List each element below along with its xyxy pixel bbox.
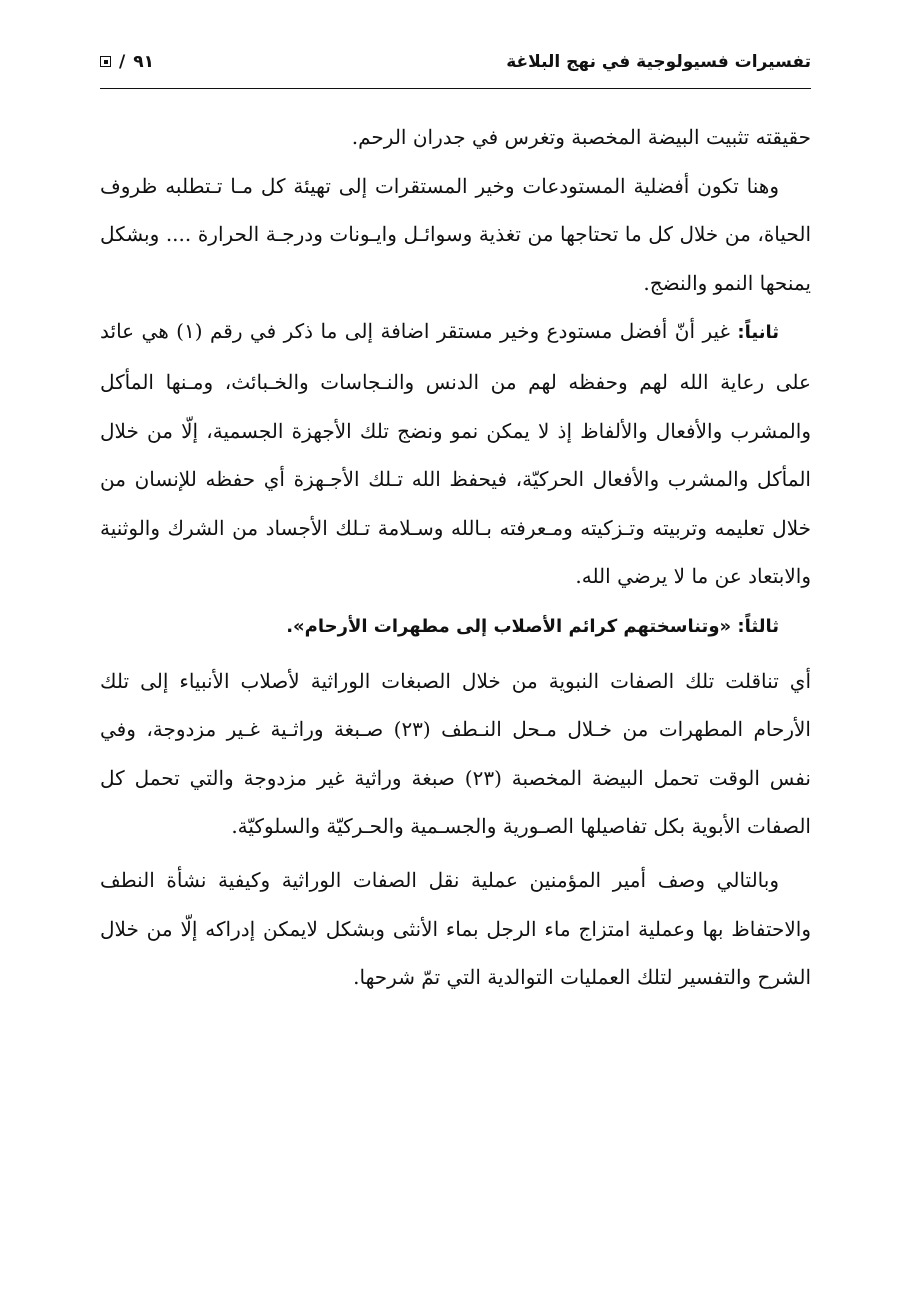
paragraph-6: وبالتالي وصف أمير المؤمنين عملية نقل الصفات الوراثية وكيفية نشأة النطف والاحتفاظ بها وعملية امتزاج ماء الرجل بماء الأنثى وبشكل لايمكن إدراكه إلّا من خلال الشرح والتفسير لتلك العمليات التوالدية التي تمّ شرحها. bbox=[100, 867, 811, 990]
running-header bbox=[100, 48, 811, 82]
paragraph-4 bbox=[100, 601, 811, 652]
page-separator: / bbox=[119, 52, 126, 72]
header-divider bbox=[100, 88, 811, 89]
paragraph-3 bbox=[100, 307, 811, 601]
point-two-text: غير أنّ أفضل مستودع وخير مستقر اضافة إلى ما ذكر في رقم (١) هي عائد على رعاية الله لهم وحفظه لهم من الدنس والنـجاسات والخـبائث، ومـنها المأكل والمشرب والأفعال والألفاظ إذ لا يمكن نمو ونضج تلك الأجهزة الجسمية، إلّا من خلال المأكل والمشرب والأفعال الحركيّة، فيحفظ الله تـلك الأجـهزة أي حفظه للإنسان من خلال تعليمه وتربيته وتـزكيته ومـعرفته بـالله وسـلامة تـلك الأجساد من الشرك والوثنية والابتعاد عن ما لا يرضي الله. bbox=[100, 319, 811, 589]
book-title: تفسيرات فسيولوجية في نهج البلاغة bbox=[506, 52, 811, 72]
page-number-block bbox=[100, 52, 154, 72]
paragraph-1: حقيقته تثبيت البيضة المخصبة وتغرس في جدران الرحم. bbox=[351, 125, 811, 149]
point-two-label: ثانياً: bbox=[737, 322, 779, 344]
page-number: ٩١ bbox=[133, 52, 154, 72]
paragraph-5: أي تناقلت تلك الصفات النبوية من خلال الصبغات الوراثية لأصلاب الأنبياء إلى تلك الأرحام المطهرات من خـلال مـحل النـطف (٢٣) صـبغة وراثـية غـير مزدوجة، وفي نفس الوقت تحمل البيضة المخصبة (٢٣) صبغة وراثية غير مزدوجة والتي تحمل كل الصفات الأبوية بكل تفاصيلها الصـورية والجسـمية والحـركيّة والسلوكيّة. bbox=[100, 668, 811, 839]
point-three-quote: «وتناسختهم كرائم الأصلاب إلى مطهرات الأرحام». bbox=[286, 615, 738, 637]
square-bullet-icon bbox=[100, 56, 111, 67]
point-three-label: ثالثاً: bbox=[737, 615, 779, 637]
paragraph-2: وهنا تكون أفضلية المستودعات وخير المستقرات إلى تهيئة كل مـا تـتطلبه ظروف الحياة، من خلال كل ما تحتاجها من تغذية وسوائـل وايـونات ودرجـة الحرارة .... وبشكل يمنحها النمو والنضج. bbox=[100, 173, 811, 295]
main-text bbox=[100, 113, 811, 1002]
